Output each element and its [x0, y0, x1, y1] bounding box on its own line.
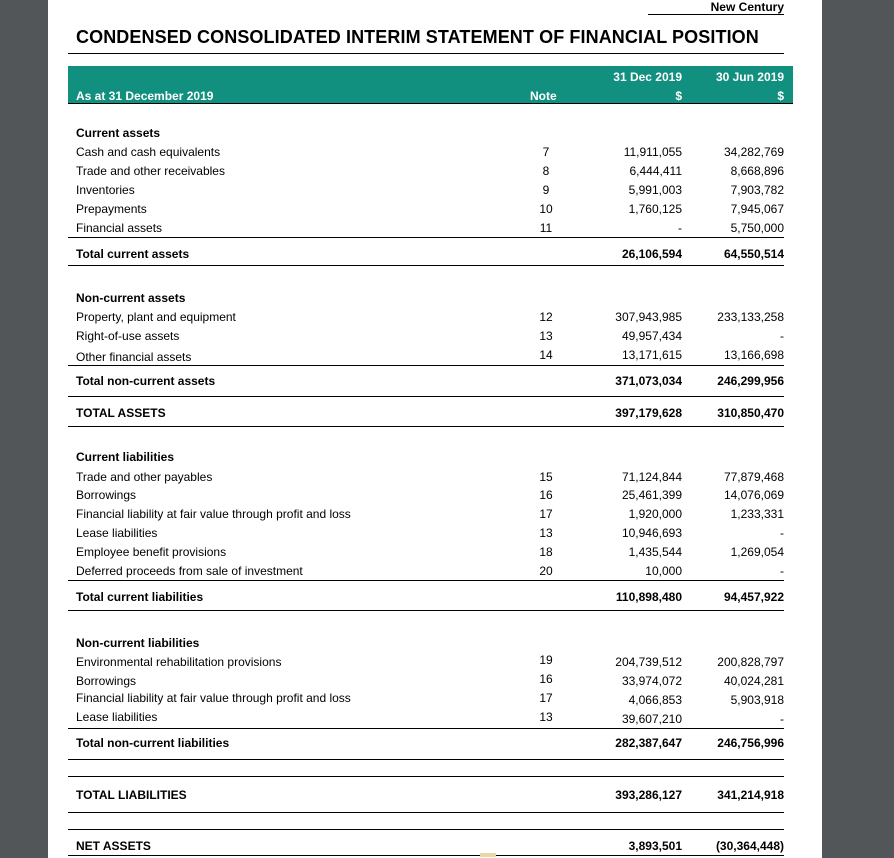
as-at-label: As at 31 December 2019 [76, 89, 214, 103]
value-dec-2019: 25,461,399 [621, 488, 682, 502]
col2-unit-header: $ [777, 89, 784, 103]
note-ref: 7 [542, 145, 550, 159]
total-assets-jun-2019: 310,850,470 [717, 406, 784, 420]
note-ref: 13 [539, 526, 553, 540]
value-dec-2019: 49,957,434 [621, 329, 682, 343]
total-assets-dec-2019: 397,179,628 [615, 406, 682, 420]
col1-date-header: 31 Dec 2019 [613, 70, 682, 84]
total-rule [68, 265, 784, 266]
subtotal-rule [68, 580, 784, 581]
column-header-band [68, 66, 793, 103]
subtotal-rule [68, 728, 784, 729]
total-jun-2019: 94,457,922 [723, 590, 784, 604]
total-jun-2019: 246,756,996 [717, 736, 784, 750]
value-jun-2019: 40,024,281 [723, 674, 784, 688]
row-label: Right-of-use assets [76, 329, 180, 343]
value-jun-2019: 1,269,054 [730, 545, 784, 559]
value-dec-2019: 1,435,544 [628, 545, 682, 559]
value-jun-2019: - [780, 329, 784, 343]
note-ref: 18 [539, 545, 553, 559]
total-label: Total current assets [76, 247, 190, 261]
row-label: Financial liability at fair value through profit and loss [76, 691, 351, 705]
value-dec-2019: 11,911,055 [623, 145, 682, 159]
note-column-header: Note [530, 89, 557, 103]
section-heading-current-liabilities: Current liabilities [76, 450, 175, 464]
row-label: Trade and other receivables [76, 164, 225, 178]
note-ref: 8 [542, 164, 550, 178]
row-label: Borrowings [76, 488, 137, 502]
note-ref: 17 [539, 691, 553, 705]
row-label: Lease liabilities [76, 710, 158, 724]
value-dec-2019: 1,920,000 [628, 507, 682, 521]
note-ref: 20 [539, 564, 553, 578]
note-ref: 16 [539, 488, 553, 502]
value-dec-2019: 5,991,003 [628, 183, 682, 197]
section-heading-non-current-assets: Non-current assets [76, 291, 186, 305]
value-dec-2019: 307,943,985 [615, 310, 682, 324]
row-label: Lease liabilities [76, 526, 158, 540]
value-jun-2019: 14,076,069 [723, 488, 784, 502]
net-assets-rule [68, 855, 784, 856]
page-title: CONDENSED CONSOLIDATED INTERIM STATEMENT OF FINANCIAL POSITION [76, 27, 759, 47]
grand-total-label: TOTAL LIABILITIES [76, 788, 187, 802]
value-jun-2019: - [780, 564, 784, 578]
page-edge-mark [480, 853, 496, 857]
value-jun-2019: 8,668,896 [730, 164, 784, 178]
note-ref: 14 [539, 348, 553, 362]
net-assets-top-rule [68, 829, 784, 830]
value-dec-2019: 13,171,615 [621, 348, 682, 362]
value-jun-2019: 7,945,067 [730, 202, 784, 216]
row-label: Property, plant and equipment [76, 310, 236, 324]
value-jun-2019: - [780, 526, 784, 540]
row-label: Inventories [76, 183, 135, 197]
total-jun-2019: 64,550,514 [723, 247, 784, 261]
note-ref: 19 [539, 653, 553, 667]
value-jun-2019: - [780, 712, 784, 726]
total-dec-2019: 110,898,480 [615, 590, 682, 604]
header-divider [68, 103, 793, 104]
note-ref: 17 [539, 507, 553, 521]
brand-name: New Century [648, 0, 784, 15]
value-dec-2019: 39,607,210 [621, 712, 682, 726]
total-liabilities-jun-2019: 341,214,918 [717, 788, 784, 802]
note-ref: 13 [539, 710, 553, 724]
value-dec-2019: 204,739,512 [615, 655, 682, 669]
net-assets-label: NET ASSETS [76, 839, 151, 853]
section-heading-current-assets: Current assets [76, 126, 161, 140]
value-jun-2019: 200,828,797 [717, 655, 784, 669]
value-jun-2019: 7,903,782 [730, 183, 784, 197]
grand-total-label: TOTAL ASSETS [76, 406, 166, 420]
note-ref: 13 [539, 329, 553, 343]
col1-unit-header: $ [675, 89, 682, 103]
row-label: Financial assets [76, 221, 163, 235]
net-assets-jun-2019: (30,364,448) [715, 839, 784, 853]
value-dec-2019: 6,444,411 [629, 164, 682, 178]
row-label: Prepayments [76, 202, 147, 216]
total-dec-2019: 371,073,034 [615, 374, 682, 388]
subtotal-rule [68, 237, 784, 238]
note-ref: 11 [539, 221, 553, 235]
total-liabilities-dec-2019: 393,286,127 [615, 788, 682, 802]
total-dec-2019: 26,106,594 [621, 247, 682, 261]
row-label: Deferred proceeds from sale of investment [76, 564, 303, 578]
row-label: Trade and other payables [76, 470, 213, 484]
value-dec-2019: 4,066,853 [628, 693, 682, 707]
row-label: Environmental rehabilitation provisions [76, 655, 282, 669]
total-label: Total current liabilities [76, 590, 204, 604]
grand-total-rule [68, 812, 784, 813]
total-jun-2019: 246,299,956 [717, 374, 784, 388]
value-dec-2019: 71,124,844 [621, 470, 682, 484]
net-assets-dec-2019: 3,893,501 [628, 839, 682, 853]
section-heading-non-current-liabilities: Non-current liabilities [76, 636, 200, 650]
row-label: Employee benefit provisions [76, 545, 227, 559]
value-jun-2019: 5,750,000 [730, 221, 784, 235]
value-jun-2019: 5,903,918 [730, 693, 784, 707]
value-jun-2019: 1,233,331 [730, 507, 784, 521]
document-page [48, 0, 822, 858]
total-rule [68, 759, 784, 760]
value-dec-2019: 1,760,125 [628, 202, 682, 216]
value-dec-2019: - [678, 221, 682, 235]
note-ref: 10 [539, 202, 553, 216]
value-dec-2019: 10,000 [645, 564, 682, 578]
value-jun-2019: 233,133,258 [717, 310, 784, 324]
grand-total-top-rule [68, 776, 784, 777]
note-ref: 16 [539, 672, 553, 686]
note-ref: 15 [539, 470, 553, 484]
row-label: Borrowings [76, 674, 137, 688]
value-jun-2019: 13,166,698 [723, 348, 784, 362]
total-rule [68, 396, 784, 397]
note-ref: 12 [539, 310, 553, 324]
subtotal-rule [68, 365, 784, 366]
note-ref: 9 [542, 183, 550, 197]
grand-total-rule [68, 426, 784, 427]
row-label: Financial liability at fair value through profit and loss [76, 507, 351, 521]
title-divider [68, 53, 784, 54]
row-label: Other financial assets [76, 350, 192, 364]
value-jun-2019: 77,879,468 [723, 470, 784, 484]
col2-date-header: 30 Jun 2019 [715, 70, 784, 84]
value-jun-2019: 34,282,769 [723, 145, 784, 159]
value-dec-2019: 33,974,072 [621, 674, 682, 688]
total-dec-2019: 282,387,647 [615, 736, 682, 750]
value-dec-2019: 10,946,693 [621, 526, 682, 540]
total-rule [68, 610, 784, 611]
total-label: Total non-current assets [76, 374, 216, 388]
total-label: Total non-current liabilities [76, 736, 230, 750]
row-label: Cash and cash equivalents [76, 145, 221, 159]
